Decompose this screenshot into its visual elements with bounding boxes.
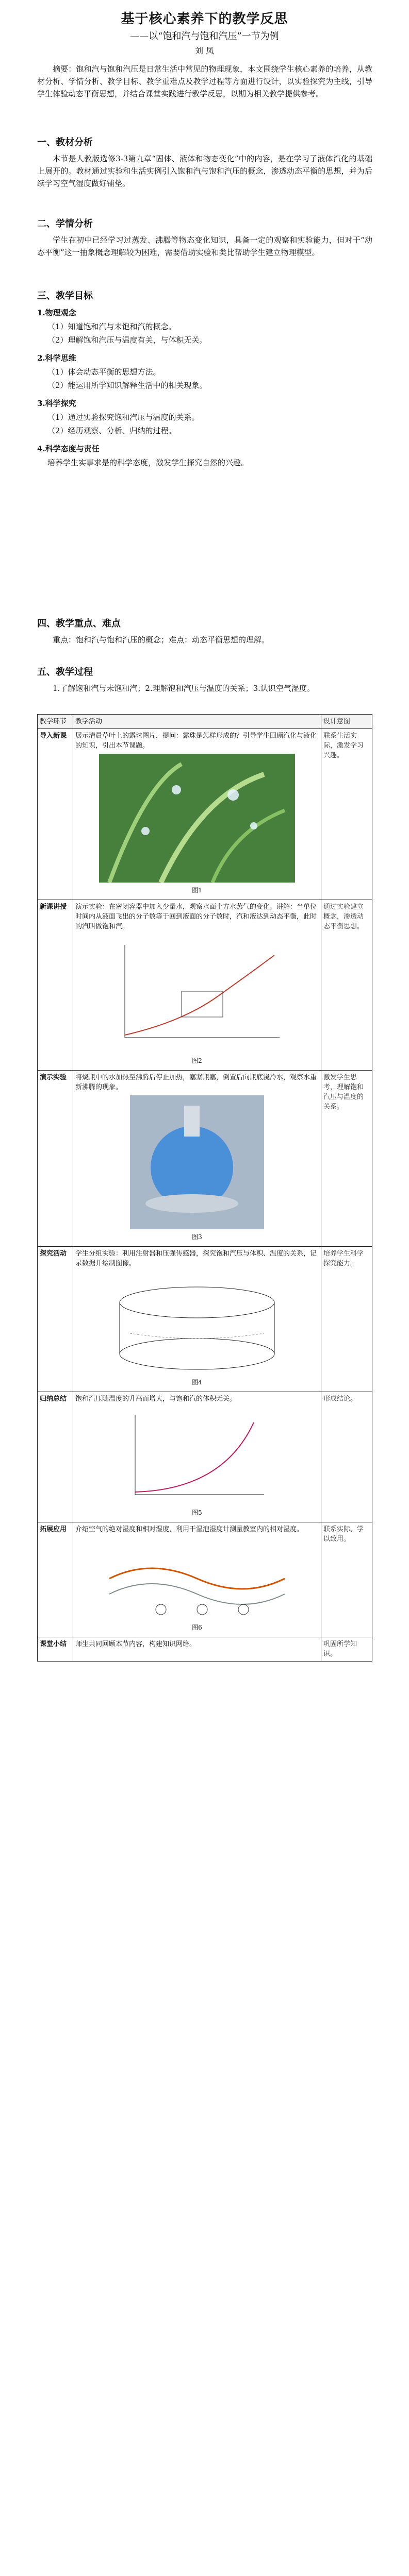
figure-caption: 图2 (192, 1057, 202, 1064)
row-segment: 新课讲授 (38, 900, 73, 1071)
row-intent: 巩固所学知识。 (321, 1637, 372, 1662)
goal-1a: （1）知道饱和汽与未饱和汽的概念。 (47, 322, 176, 331)
paper-subtitle: ——以“饱和汽与饱和汽压”一节为例 (130, 31, 279, 42)
row-activity: 学生分组实验：利用注射器和压强传感器，探究饱和汽压与体积、温度的关系，记录数据并绘制图像。 图4 (73, 1247, 321, 1392)
table-header-cell: 教学活动 (73, 715, 321, 729)
row-segment: 导入新课 (38, 729, 73, 900)
author-name: 刘 凤 (194, 46, 215, 56)
goal-4-title: 4.科学态度与责任 (37, 444, 100, 453)
vapor-pressure-curve-figure (104, 935, 290, 1053)
row-segment: 拓展应用 (38, 1522, 73, 1637)
row-segment: 探究活动 (38, 1247, 73, 1392)
table-row (38, 1392, 372, 1522)
figure-caption: 图4 (192, 1379, 202, 1386)
section-heading-3: 三、教学目标 (37, 291, 93, 301)
row-intent: 激发学生思考，理解饱和汽压与温度的关系。 (321, 1071, 372, 1247)
goal-1b: （2）理解饱和汽压与温度有关，与体积无关。 (47, 335, 207, 345)
dew-photo-figure (99, 754, 295, 883)
goal-2b: （2）能运用所学知识解释生活中的相关现象。 (47, 381, 207, 390)
figure-caption: 图1 (192, 887, 202, 894)
row-intent: 联系实际，学以致用。 (321, 1522, 372, 1637)
row-segment: 归纳总结 (38, 1392, 73, 1522)
row-intent: 培养学生科学探究能力。 (321, 1247, 372, 1392)
figure-caption: 图3 (192, 1233, 202, 1241)
row-activity: 演示实验：在密闭容器中加入少量水，观察水面上方水蒸气的变化。讲解：当单位时间内从液面飞出的分子数等于回到液面的分子数时，汽和液达到动态平衡，此时的汽叫做饱和汽。 图2 (73, 900, 321, 1071)
table-row (38, 1522, 372, 1637)
flask-photo-figure (130, 1095, 264, 1229)
row-activity: 饱和汽压随温度的升高而增大，与饱和汽的体积无关。 图5 (73, 1392, 321, 1522)
section-heading-1: 一、教材分析 (37, 137, 93, 148)
section-1-text: 本节是人教版选修3-3第九章“固体、液体和物态变化”中的内容，是在学习了液体汽化的基础上展开的。教材通过实验和生活实例引入饱和汽与饱和汽压的概念，渗透动态平衡的思想，并为后续学习空气湿度做好铺垫。 (37, 154, 372, 188)
section-4-text: 重点：饱和汽与饱和汽压的概念；难点：动态平衡思想的理解。 (53, 635, 270, 645)
row-intent: 形成结论。 (321, 1392, 372, 1522)
goal-3b: （2）经历观察、分析、归纳的过程。 (47, 426, 176, 435)
humidity-curve-figure (99, 1537, 295, 1620)
lesson-table (37, 714, 372, 1662)
table-row (38, 729, 372, 900)
section-5-intro: 1.了解饱和汽与未饱和汽；2.理解饱和汽压与温度的关系；3.认识空气湿度。 (53, 684, 315, 693)
table-header-row (38, 715, 372, 729)
section-heading-4: 四、教学重点、难点 (37, 618, 121, 629)
table-header-cell: 设计意图 (321, 715, 372, 729)
section-heading-5: 五、教学过程 (37, 667, 93, 677)
goal-4a: 培养学生实事求是的科学态度，激发学生探究自然的兴趣。 (47, 458, 249, 467)
abstract-paragraph: 摘要：饱和汽与饱和汽压是日常生活中常见的物理现象，本文围绕学生核心素养的培养，从教材分析、学情分析、教学目标、教学重难点及教学过程等方面进行设计，以实验探究为主线，引导学生体验动态平衡思想，并结合课堂实践进行教学反思，以期为相关教学提供参考。 (37, 64, 372, 98)
goal-1-title: 1.物理观念 (37, 308, 76, 317)
table-row (38, 1071, 372, 1247)
figure-caption: 图6 (192, 1624, 202, 1631)
table-row (38, 1247, 372, 1392)
goal-3-title: 3.科学探究 (37, 399, 76, 408)
row-activity: 师生共同回顾本节内容，构建知识网络。 (73, 1637, 321, 1662)
row-segment: 演示实验 (38, 1071, 73, 1247)
goal-2a: （1）体会动态平衡的思想方法。 (47, 367, 161, 377)
goal-3a: （1）通过实验探究饱和汽压与温度的关系。 (47, 413, 200, 422)
paper-title: 基于核心素养下的教学反思 (121, 11, 288, 27)
table-row (38, 1637, 372, 1662)
exponential-graph-figure (120, 1407, 274, 1505)
table-row (38, 900, 372, 1071)
row-intent: 通过实验建立概念，渗透动态平衡思想。 (321, 900, 372, 1071)
figure-caption: 图5 (192, 1509, 202, 1516)
row-activity: 介绍空气的绝对湿度和相对湿度，利用干湿泡湿度计测量教室内的相对湿度。 图6 (73, 1522, 321, 1637)
row-segment: 课堂小结 (38, 1637, 73, 1662)
section-2-text: 学生在初中已经学习过蒸发、沸腾等物态变化知识，具备一定的观察和实验能力，但对于“动态平衡”这一抽象概念理解较为困难，需要借助实验和类比帮助学生建立物理模型。 (37, 235, 372, 257)
row-activity: 将烧瓶中的水加热至沸腾后停止加热，塞紧瓶塞，倒置后向瓶底浇冷水，观察水重新沸腾的现象。 图3 (73, 1071, 321, 1247)
row-intent: 联系生活实际，激发学习兴趣。 (321, 729, 372, 900)
table-header-cell: 教学环节 (38, 715, 73, 729)
experiment-apparatus-figure (99, 1272, 295, 1375)
row-activity: 展示清晨草叶上的露珠图片，提问：露珠是怎样形成的？引导学生回顾汽化与液化的知识，引出本节课题。 图1 (73, 729, 321, 900)
goal-2-title: 2.科学思维 (37, 353, 76, 363)
section-heading-2: 二、学情分析 (37, 218, 93, 229)
